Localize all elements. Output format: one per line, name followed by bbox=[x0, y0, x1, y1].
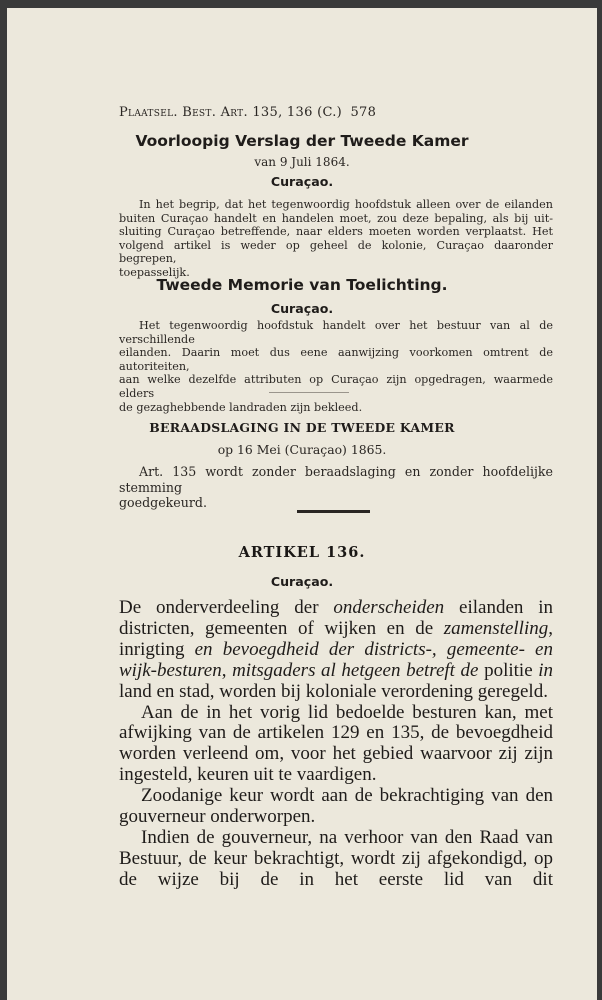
text-run: politie bbox=[478, 659, 539, 681]
artikel-text bbox=[119, 598, 553, 891]
italic-run: en bevoegdheid der districts-, gemeente- en wijk-besturen bbox=[119, 638, 553, 681]
beraadslaging-line: Art. 135 wordt zonder beraadslaging en zonder hoofdelijke stemming bbox=[119, 464, 553, 495]
text-run: , inrigting bbox=[119, 617, 553, 660]
italic-run: mitsgaders al hetgeen betreft de bbox=[232, 659, 479, 681]
memorie-title: Tweede Memorie van Toelichting. bbox=[156, 276, 448, 294]
section-divider bbox=[269, 392, 349, 393]
thick-divider bbox=[297, 510, 370, 513]
artikel-paragraph-2: Aan de in het vorig lid bedoelde besturen kan, met afwijking van de artikelen 129 en 135, de bevoegdheid worden verleend om, voor het gebied waarvoor zij zijn ingesteld, keuren uit te vaardigen. bbox=[119, 701, 553, 786]
verslag-line: In het begrip, dat het tegenwoordig hoofdstuk alleen over de eilanden bbox=[139, 198, 553, 211]
memorie-paragraph bbox=[119, 319, 553, 414]
italic-run: onderscheiden bbox=[333, 597, 445, 618]
memorie-line: aan welke dezelfde attributen op Curaçao zijn opgedragen, waarmede elders bbox=[119, 373, 553, 400]
memorie-place: Curaçao. bbox=[270, 301, 334, 316]
artikel-title: ARTIKEL 136. bbox=[238, 544, 366, 561]
italic-run: zamenstelling bbox=[443, 617, 549, 639]
verslag-title: Voorloopig Verslag der Tweede Kamer bbox=[135, 132, 469, 150]
verslag-line: sluiting Curaçao betreffende, naar elders moeten worden verplaatst. Het bbox=[119, 225, 553, 239]
artikel-paragraph-4: Indien de gouverneur, na verhoor van den Raad van Bestuur, de keur bekrachtigt, wordt zij afgekondigd, op de wijze bij de in het eerste lid van dit bbox=[119, 826, 553, 890]
verslag-line: buiten Curaçao handelt en handelen moet, zou deze bepaling, als bij uit- bbox=[119, 211, 553, 225]
beraadslaging-paragraph bbox=[119, 464, 553, 511]
text-run: De onderverdeeling der bbox=[119, 597, 334, 618]
text-run: , bbox=[221, 659, 233, 681]
beraadslaging-date: op 16 Mei (Curaçao) 1865. bbox=[217, 442, 387, 457]
text-run: eilanden in districten, gemeenten of wijken en de bbox=[119, 597, 553, 639]
page bbox=[7, 8, 597, 1000]
running-head bbox=[119, 105, 376, 120]
memorie-line: eilanden. Daarin moet dus eene aanwijzing voorkomen omtrent de autoriteiten, bbox=[119, 346, 553, 373]
memorie-line: de gezaghebbende landraden zijn bekleed. bbox=[119, 400, 363, 414]
beraadslaging-line: goedgekeurd. bbox=[119, 495, 207, 510]
artikel-place: Curaçao. bbox=[270, 574, 334, 589]
running-head-label: Plaatsel. Best. Art. bbox=[119, 105, 248, 120]
verslag-paragraph bbox=[119, 198, 553, 280]
verslag-date: van 9 Juli 1864. bbox=[254, 155, 350, 169]
text-run: land en stad, worden bij koloniale verordening geregeld. bbox=[119, 680, 548, 702]
memorie-line: Het tegenwoordig hoofdstuk handelt over het bestuur van al de verschillende bbox=[119, 319, 553, 346]
artikel-paragraph-1 bbox=[119, 598, 553, 703]
verslag-place: Curaçao. bbox=[270, 174, 334, 189]
verslag-line: toepasselijk. bbox=[119, 265, 190, 279]
page-number: 578 bbox=[350, 105, 377, 120]
artikel-paragraph-3: Zoodanige keur wordt aan de bekrachtiging van den gouverneur onderworpen. bbox=[119, 785, 553, 828]
italic-run: in bbox=[538, 659, 554, 681]
running-head-ref: 135, 136 (C.) bbox=[252, 105, 343, 120]
beraadslaging-title: BERAADSLAGING IN DE TWEEDE KAMER bbox=[149, 420, 455, 435]
verslag-line: volgend artikel is weder op geheel de kolonie, Curaçao daaronder begrepen, bbox=[119, 238, 553, 266]
